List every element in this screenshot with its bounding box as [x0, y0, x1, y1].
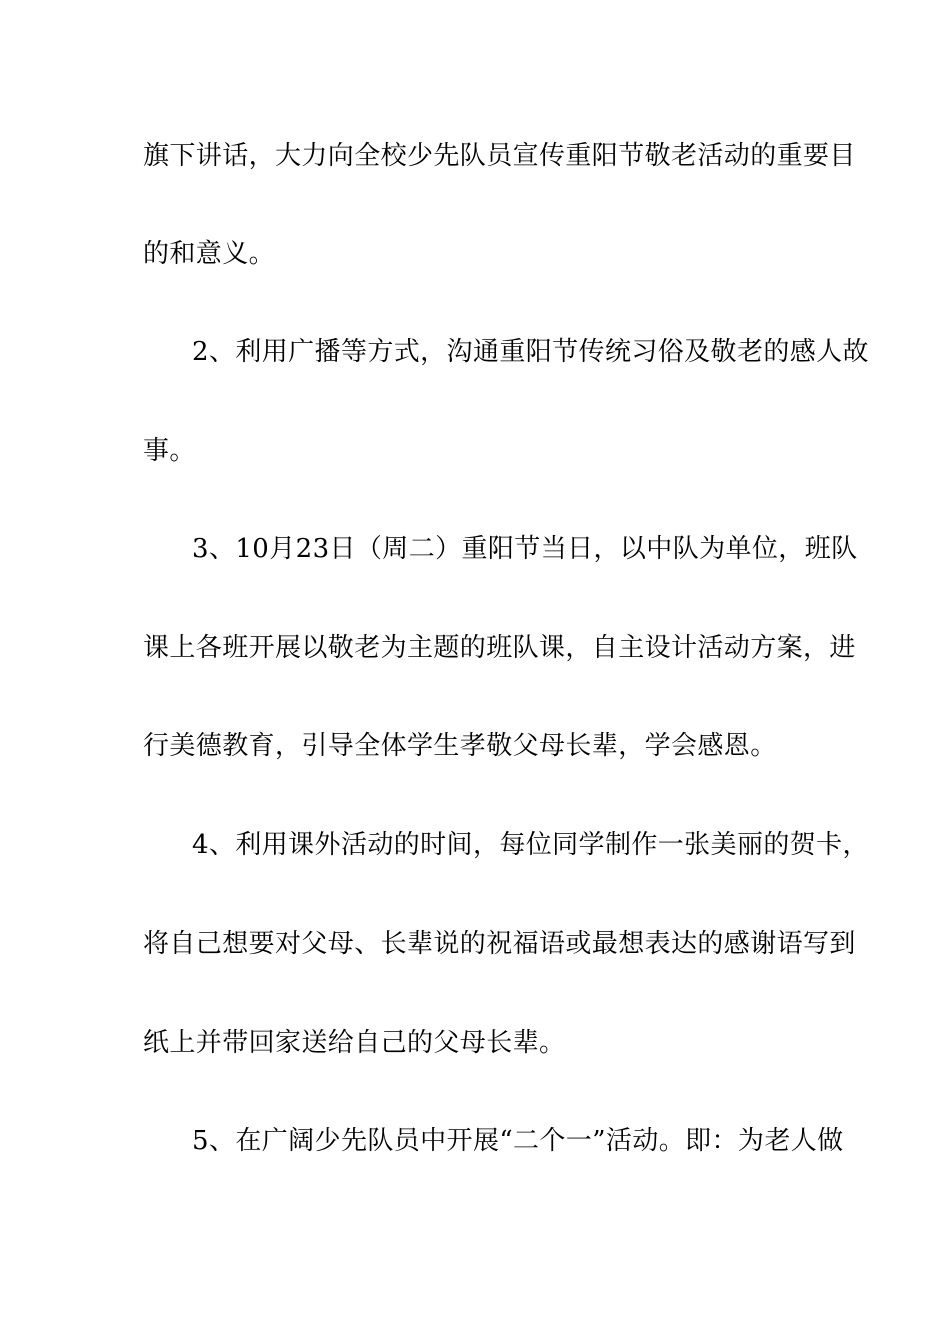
paragraph-2-line-1: 2、利用广播等方式，沟通重阳节传统习俗及敬老的感人故 [192, 337, 869, 367]
paragraph-4-line-3: 纸上并带回家送给自己的父母长辈。 [143, 1028, 566, 1058]
paragraph-5-line-1: 5、在广阔少先队员中开展“二个一”活动。即：为老人做 [192, 1126, 844, 1156]
paragraph-3-line-1: 3、10月23日（周二）重阳节当日，以中队为单位，班队 [192, 534, 858, 564]
paragraph-2-line-2: 事。 [143, 436, 196, 466]
paragraph-4-line-2: 将自己想要对父母、长辈说的祝福语或最想表达的感谢语写到 [143, 929, 856, 959]
paragraph-1-line-2: 的和意义。 [143, 239, 276, 269]
paragraph-3-line-3: 行美德教育，引导全体学生孝敬父母长辈，学会感恩。 [143, 731, 777, 761]
paragraph-3-line-2: 课上各班开展以敬老为主题的班队课，自主设计活动方案，进 [143, 633, 856, 663]
paragraph-4-line-1: 4、利用课外活动的时间，每位同学制作一张美丽的贺卡， [192, 830, 869, 860]
paragraph-1-line-1: 旗下讲话，大力向全校少先队员宣传重阳节敬老活动的重要目 [143, 141, 856, 171]
